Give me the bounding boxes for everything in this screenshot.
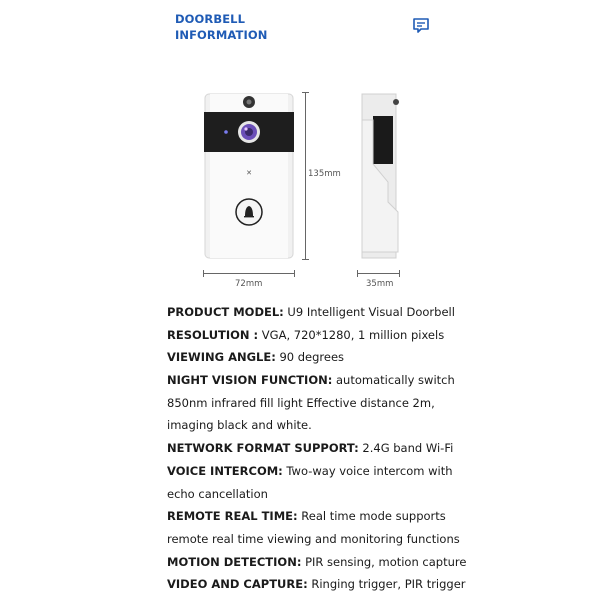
spec-viewing-angle: VIEWING ANGLE: 90 degrees <box>167 350 345 365</box>
spec-remote-real-time: REMOTE REAL TIME: Real time mode supports <box>167 509 446 524</box>
spec-list <box>167 301 467 596</box>
svg-text:✕: ✕ <box>246 169 252 177</box>
message-icon[interactable] <box>412 17 430 35</box>
spec-night-vision-cont-1: 850nm infrared fill light Effective distance 2m, <box>167 395 435 410</box>
doorbell-front-image <box>204 92 294 260</box>
title-line-2: INFORMATION <box>175 28 268 42</box>
spec-voice-intercom-cont: echo cancellation <box>167 486 268 501</box>
spec-voice-intercom: VOICE INTERCOM: Two-way voice intercom with <box>167 463 453 478</box>
width-dimension-line <box>203 273 295 274</box>
height-dimension-line <box>305 92 306 260</box>
spec-remote-real-time-cont: remote real time viewing and monitoring functions <box>167 531 460 546</box>
width-label: 72mm <box>235 279 263 289</box>
spec-network: NETWORK FORMAT SUPPORT: 2.4G band Wi-Fi <box>167 441 454 456</box>
depth-label: 35mm <box>366 279 394 289</box>
spec-resolution: RESOLUTION : VGA, 720*1280, 1 million pixels <box>167 327 445 342</box>
height-label: 135mm <box>308 169 341 179</box>
spec-product-model: PRODUCT MODEL: U9 Intelligent Visual Doorbell <box>167 305 455 319</box>
depth-dimension-line <box>357 273 400 274</box>
spec-video-capture: VIDEO AND CAPTURE: Ringing trigger, PIR trigger <box>167 577 466 592</box>
doorbell-side-image <box>358 92 400 260</box>
spec-night-vision-cont-2: imaging black and white. <box>167 418 312 433</box>
spec-motion-detection: MOTION DETECTION: PIR sensing, motion capture <box>167 554 467 569</box>
page-title <box>175 11 267 43</box>
title-line-1: DOORBELL <box>175 12 246 26</box>
spec-night-vision: NIGHT VISION FUNCTION: automatically switch <box>167 373 455 388</box>
